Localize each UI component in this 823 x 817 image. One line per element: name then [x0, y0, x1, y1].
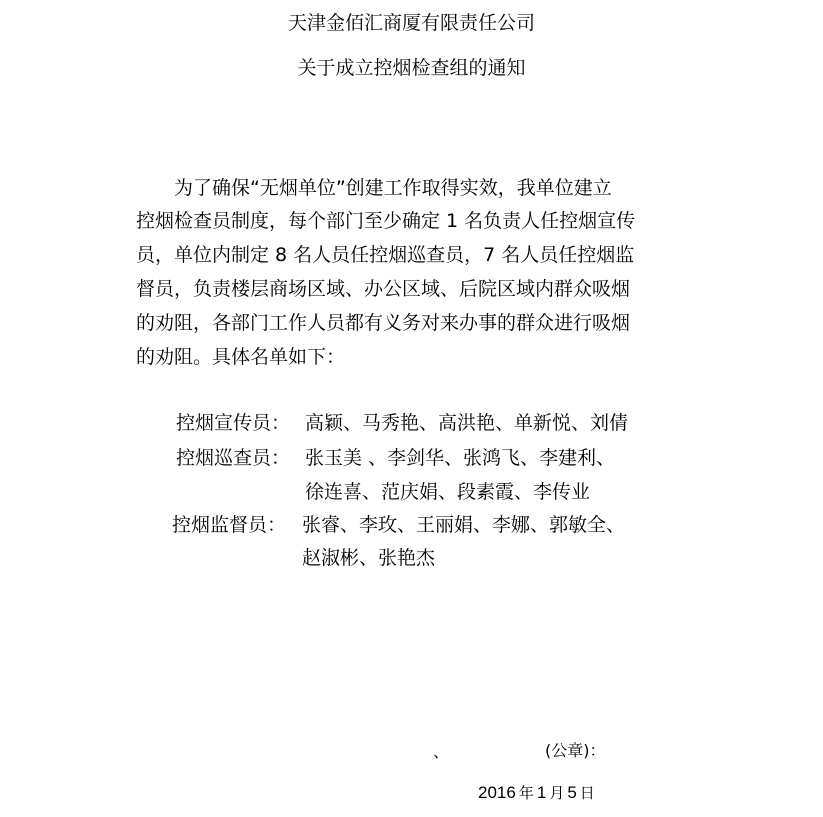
date-year-unit: 年 — [518, 785, 534, 802]
notice-date — [478, 783, 598, 804]
body-line: 为了确保“无烟单位”创建工作取得实效，我单位建立 — [136, 177, 612, 199]
body-line: 员，单位内制定 8 名人员任控烟巡查员，7 名人员任控烟监 — [136, 244, 635, 266]
patrol-label: 控烟巡查员： — [176, 447, 291, 469]
seal-label: (公章)： — [545, 741, 606, 760]
signature-mark: 、 — [433, 742, 450, 761]
supervisor-label: 控烟监督员： — [172, 514, 287, 536]
body-line: 的劝阻。具体名单如下： — [136, 346, 346, 368]
date-day: 5 — [567, 783, 577, 802]
body-line: 控烟检查员制度，每个部门至少确定 1 名负责人任控烟宣传 — [136, 210, 636, 232]
patrol-names-line2: 徐连喜、范庆娟、段素霞、李传业 — [305, 481, 591, 503]
body-line: 的劝阻，各部门工作人员都有义务对来办事的群众进行吸烟 — [136, 312, 631, 334]
date-year: 2016 — [478, 783, 516, 802]
notice-title: 关于成立控烟检查组的通知 — [297, 57, 526, 79]
date-day-unit: 日 — [579, 785, 595, 802]
propaganda-names: 高颖、马秀艳、高洪艳、单新悦、刘倩 — [305, 412, 629, 434]
propaganda-label: 控烟宣传员： — [176, 412, 291, 434]
body-line: 督员，负责楼层商场区域、办公区域、后院区域内群众吸烟 — [136, 278, 631, 300]
supervisor-names-line1: 张睿、李玫、王丽娟、李娜、郭敏全、 — [302, 514, 626, 536]
patrol-names-line1: 张玉美 、李剑华、张鸿飞、李建利、 — [305, 447, 616, 469]
date-month-unit: 月 — [549, 785, 565, 802]
supervisor-names-line2: 赵淑彬、张艳杰 — [302, 547, 436, 569]
date-month: 1 — [536, 783, 547, 802]
company-title: 天津金佰汇商厦有限责任公司 — [287, 12, 535, 34]
